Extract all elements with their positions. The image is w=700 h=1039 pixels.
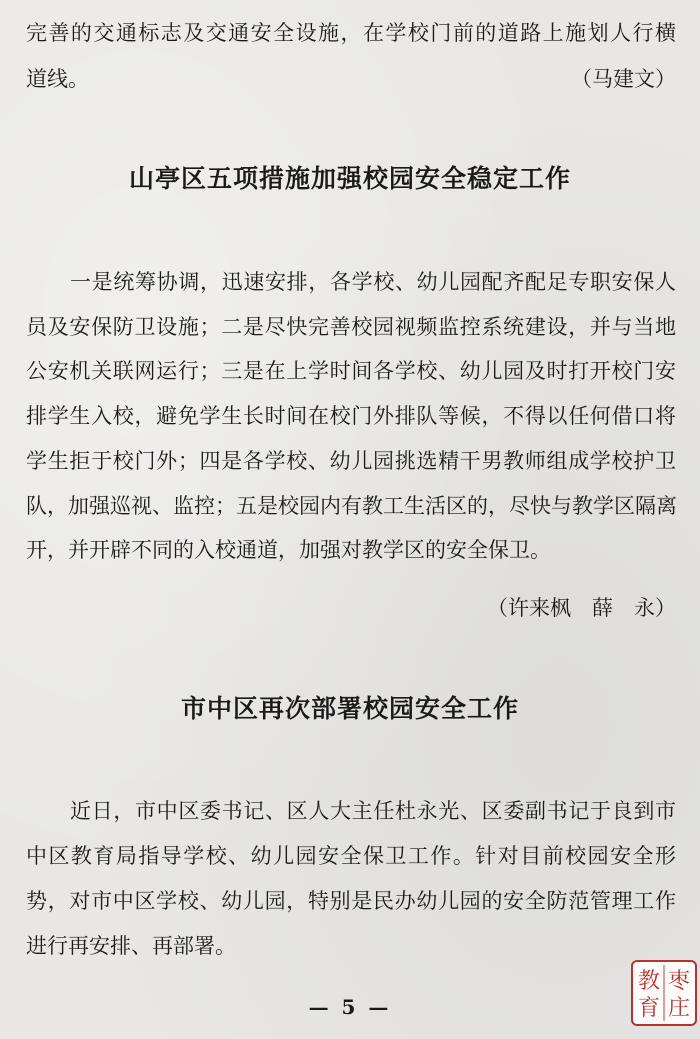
article3-line-2: 中区教育局指导学校、幼儿园安全保卫工作。针对目前校园安全形 (26, 844, 676, 868)
article2-line-6: 队，加强巡视、监控；五是校园内有教工生活区的，尽快与教学区隔离 (26, 494, 677, 518)
article2-line-4: 排学生入校，避免学生长时间在校门外排队等候，不得以任何借口将 (26, 404, 676, 428)
article3-title: 市中区再次部署校园安全工作 (180, 694, 519, 723)
seal-char-1: 枣 (667, 969, 691, 994)
seal-stamp-graphic (633, 962, 695, 1024)
article2-line-2: 员及安保防卫设施；二是尽快完善校园视频监控系统建设，并与当地 (26, 315, 676, 339)
article3-line-1: 近日，市中区委书记、区人大主任杜永光、区委副书记于良到市 (70, 799, 676, 823)
article3-line-3: 势，对市中区学校、幼儿园，特别是民办幼儿园的安全防范管理工作 (26, 889, 676, 913)
seal-char-2: 庄 (667, 996, 691, 1021)
article2-line-1: 一是统筹协调，迅速安排，各学校、幼儿园配齐配足专职安保人 (70, 270, 676, 294)
article1-line-2: 道线。 (26, 67, 89, 91)
article2-line-5: 学生拒于校门外；四是各学校、幼儿园挑选精干男教师组成学校护卫 (26, 449, 676, 473)
article1-attribution: （马建文） (571, 67, 676, 91)
seal-char-3: 教 (637, 969, 661, 994)
article2-line-3: 公安机关联网运行；三是在上学时间各学校、幼儿园及时打开校门安 (26, 359, 676, 383)
seal-char-4: 育 (637, 996, 661, 1021)
article1-line-1: 完善的交通标志及交通安全设施，在学校门前的道路上施划人行横 (26, 21, 676, 45)
page-number: — 5 — (308, 995, 392, 1019)
article2-attribution: （许来枫 薛 永） (487, 596, 676, 620)
article3-line-4: 进行再安排、再部署。 (26, 934, 236, 958)
article2-title: 山亭区五项措施加强校园安全稳定工作 (128, 164, 571, 193)
seal-stamp-icon (631, 960, 697, 1026)
article2-line-7: 开，并开辟不同的入校通道，加强对教学区的安全保卫。 (26, 538, 551, 562)
